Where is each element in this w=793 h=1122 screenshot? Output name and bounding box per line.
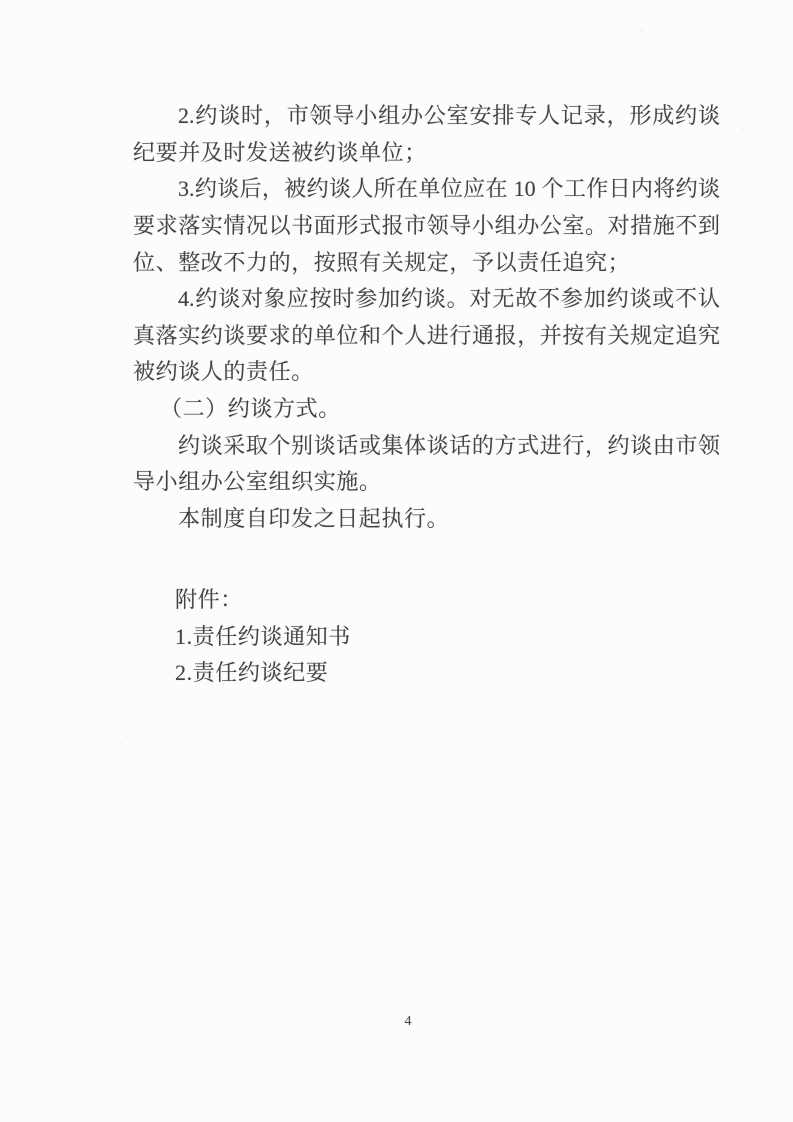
document-line: 2.约谈时，市领导小组办公室安排专人记录，形成约谈 [178,103,720,128]
document-line: 4.约谈对象应按时参加约谈。对无故不参加约谈或不认 [178,286,720,311]
document-line: 位、整改不力的，按照有关规定，予以责任追究； [133,250,631,275]
document-line: 3.约谈后，被约谈人所在单位应在 10 个工作日内将约谈 [178,176,720,201]
document-line: 要求落实情况以书面形式报市领导小组办公室。对措施不到 [133,213,720,238]
document-line: 导小组办公室组织实施。 [133,469,382,494]
document-line: 被约谈人的责任。 [133,359,314,384]
page-number: 4 [404,1014,412,1029]
document-line: 1.责任约谈通知书 [175,624,351,649]
document-line: 纪要并及时发送被约谈单位； [133,140,427,165]
document-line: 真落实约谈要求的单位和个人进行通报，并按有关规定追究 [133,323,720,348]
scan-noise [0,0,2,2]
document-line: 2.责任约谈纪要 [175,660,329,685]
document-line: 附件： [175,587,243,612]
document-line: 约谈采取个别谈话或集体谈话的方式进行，约谈由市领 [178,433,720,458]
document-line: 本制度自印发之日起执行。 [178,506,450,531]
document-line: （二）约谈方式。 [160,396,341,421]
